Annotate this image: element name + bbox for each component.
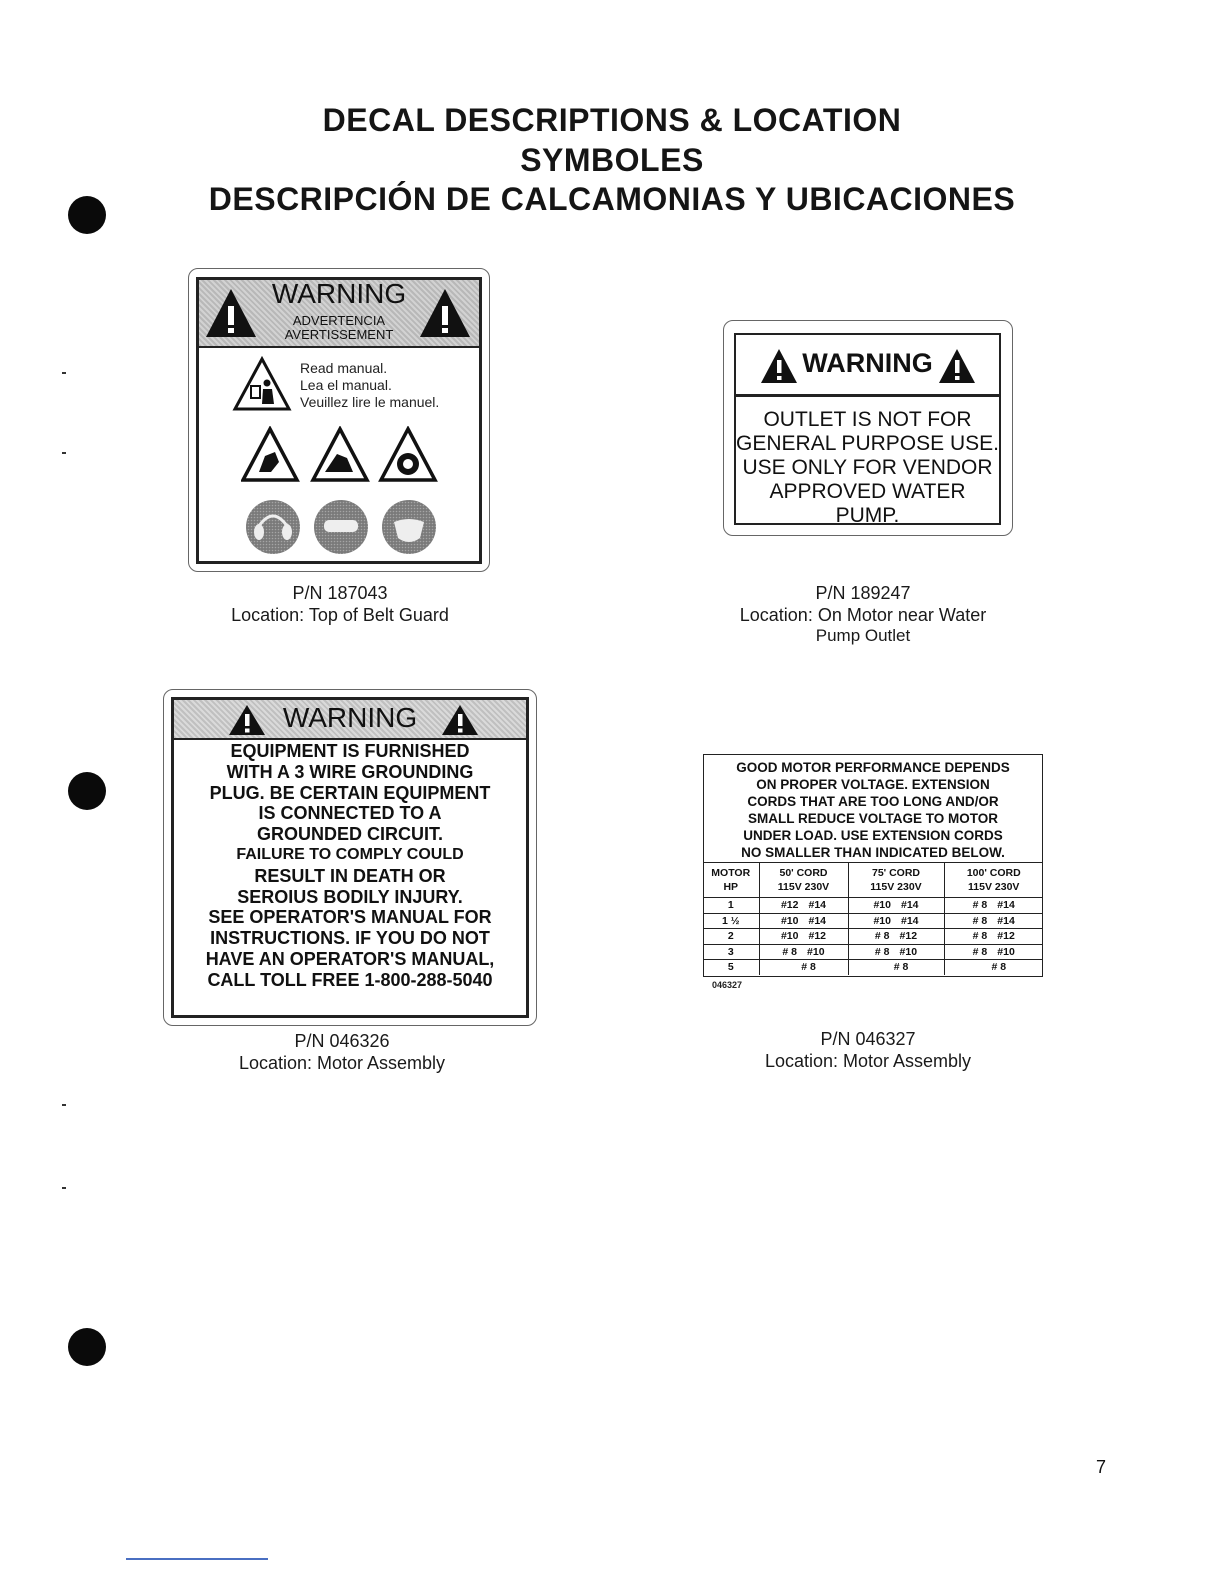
table-cell: #10 #14 <box>848 898 944 914</box>
decal-189247-location: Location: On Motor near Water <box>739 605 987 625</box>
table-cell: 3 <box>727 945 734 958</box>
decal-046326-line: SEE OPERATOR'S MANUAL FOR <box>208 907 492 928</box>
table-cell: #10 #14 <box>759 913 848 929</box>
cord-size-table <box>703 863 1043 975</box>
decal-046326-pn: P/N 046326 <box>294 1031 390 1051</box>
table-cell: # 8 <box>944 960 1043 975</box>
decal-189247-title: WARNING <box>802 348 933 378</box>
decal-189247-body <box>736 408 999 528</box>
decal-046327-line: CORDS THAT ARE TOO LONG AND/OR <box>747 794 999 809</box>
decal-046327-line: GOOD MOTOR PERFORMANCE DEPENDS <box>736 760 1010 775</box>
decal-046326-line: HAVE AN OPERATOR'S MANUAL, <box>205 948 495 969</box>
decal-046326-line: FAILURE TO COMPLY COULD <box>236 845 464 863</box>
decal-046327-location: Location: Motor Assembly <box>764 1051 972 1071</box>
decal-189247-pn: P/N 189247 <box>815 583 911 603</box>
table-header-cell: 100' CORD 115V 230V <box>944 863 1043 898</box>
read-manual-en: Read manual. <box>300 360 388 376</box>
decal-189247-divider <box>736 394 999 397</box>
table-header-row <box>703 863 1043 898</box>
entanglement-hazard-icon <box>313 429 367 480</box>
table-cell: # 8 #14 <box>944 898 1043 914</box>
decal-046326-body <box>174 741 526 991</box>
decal-046327-line: SMALL REDUCE VOLTAGE TO MOTOR <box>747 811 998 826</box>
table-header-cell: MOTOR HP <box>711 867 751 893</box>
read-manual-fr: Veuillez lire le manuel. <box>300 394 440 410</box>
table-cell: # 8 #10 <box>848 944 944 960</box>
decal-046326-line: SEROIUS BODILY INJURY. <box>237 886 463 907</box>
table-cell: #10 #12 <box>759 929 848 945</box>
scan-mark <box>62 1187 66 1189</box>
decal-189247-line: GENERAL PURPOSE USE. <box>736 432 999 455</box>
respirator-icon <box>382 500 436 554</box>
binder-hole <box>68 1328 106 1366</box>
decal-189247-line: USE ONLY FOR VENDOR <box>742 456 993 479</box>
decal-046327-line: UNDER LOAD. USE EXTENSION CORDS <box>743 828 1003 843</box>
decal-187043-subtitle-es: ADVERTENCIA <box>292 313 386 328</box>
decal-187043-pn: P/N 187043 <box>292 583 388 603</box>
table-cell: # 8 <box>759 960 848 975</box>
table-row <box>703 913 1043 929</box>
decal-046326-line: CALL TOLL FREE 1-800-288-5040 <box>207 969 493 990</box>
decal-046326-line: EQUIPMENT IS FURNISHED <box>230 741 470 761</box>
page-title: DECAL DESCRIPTIONS & LOCATION <box>322 102 902 138</box>
cord-size-table-wrap <box>703 862 1043 978</box>
table-cell: # 8 #10 <box>759 944 848 960</box>
table-cell: 1 ½ <box>721 914 740 927</box>
table-row <box>703 929 1043 945</box>
table-row <box>703 898 1043 914</box>
ppe-icons <box>244 498 438 556</box>
read-manual-icon <box>232 356 292 412</box>
decal-046326-line: WITH A 3 WIRE GROUNDING <box>226 761 474 782</box>
hazard-triangle-icons <box>241 426 441 484</box>
table-cell: 2 <box>727 930 734 943</box>
decal-046326-location: Location: Motor Assembly <box>238 1053 446 1073</box>
decal-046327-pn: P/N 046327 <box>820 1029 916 1049</box>
decal-046327-line: NO SMALLER THAN INDICATED BELOW. <box>741 845 1005 860</box>
ear-protection-icon <box>246 500 300 554</box>
decal-046326-title: WARNING <box>282 702 418 733</box>
decal-046326-line: RESULT IN DEATH OR <box>254 865 446 886</box>
decal-046327-code: 046327 <box>712 980 743 990</box>
binder-hole <box>68 196 106 234</box>
decal-189247-location-cont: Pump Outlet <box>815 626 911 645</box>
decal-187043-location: Location: Top of Belt Guard <box>231 605 449 625</box>
table-cell: # 8 #12 <box>944 929 1043 945</box>
decal-046327-line: ON PROPER VOLTAGE. EXTENSION <box>756 777 990 792</box>
table-row <box>703 944 1043 960</box>
table-cell: # 8 #12 <box>848 929 944 945</box>
hand-crush-hazard-icon <box>243 429 297 480</box>
table-header-cell: 75' CORD 115V 230V <box>848 863 944 898</box>
binder-hole <box>68 772 106 810</box>
table-row <box>703 960 1043 975</box>
decal-189247-line: APPROVED WATER PUMP. <box>769 480 966 527</box>
scan-mark <box>62 372 66 374</box>
read-manual-es: Lea el manual. <box>300 377 392 393</box>
table-cell: # 8 #14 <box>944 913 1043 929</box>
decal-046326-line: PLUG. BE CERTAIN EQUIPMENT <box>209 782 491 803</box>
table-cell: # 8 <box>848 960 944 975</box>
table-cell: 5 <box>727 961 734 974</box>
eye-protection-icon <box>314 500 368 554</box>
footer-rule <box>126 1558 268 1560</box>
page-number: 7 <box>1096 1457 1107 1477</box>
rotating-blade-hazard-icon <box>381 429 435 480</box>
page-subtitle-es: DESCRIPCIÓN DE CALCAMONIAS Y UBICACIONES <box>208 181 1016 217</box>
decal-046326-line: IS CONNECTED TO A <box>258 803 442 824</box>
table-cell: #10 #14 <box>848 913 944 929</box>
table-cell: # 8 #10 <box>944 944 1043 960</box>
table-header-cell: 50' CORD 115V 230V <box>759 863 848 898</box>
decal-187043-subtitle-fr: AVERTISSEMENT <box>284 327 394 342</box>
scan-mark <box>62 1104 66 1106</box>
decal-187043-title: WARNING <box>271 278 407 309</box>
page-subtitle-fr: SYMBOLES <box>520 142 704 178</box>
table-cell: 1 <box>727 899 734 912</box>
decal-046326-line: GROUNDED CIRCUIT. <box>256 824 443 845</box>
scan-mark <box>62 452 66 454</box>
decal-189247-line: OUTLET IS NOT FOR <box>763 408 972 431</box>
decal-046327-text <box>705 759 1041 861</box>
table-cell: #12 #14 <box>759 898 848 914</box>
decal-046326-line: INSTRUCTIONS. IF YOU DO NOT <box>210 928 490 949</box>
